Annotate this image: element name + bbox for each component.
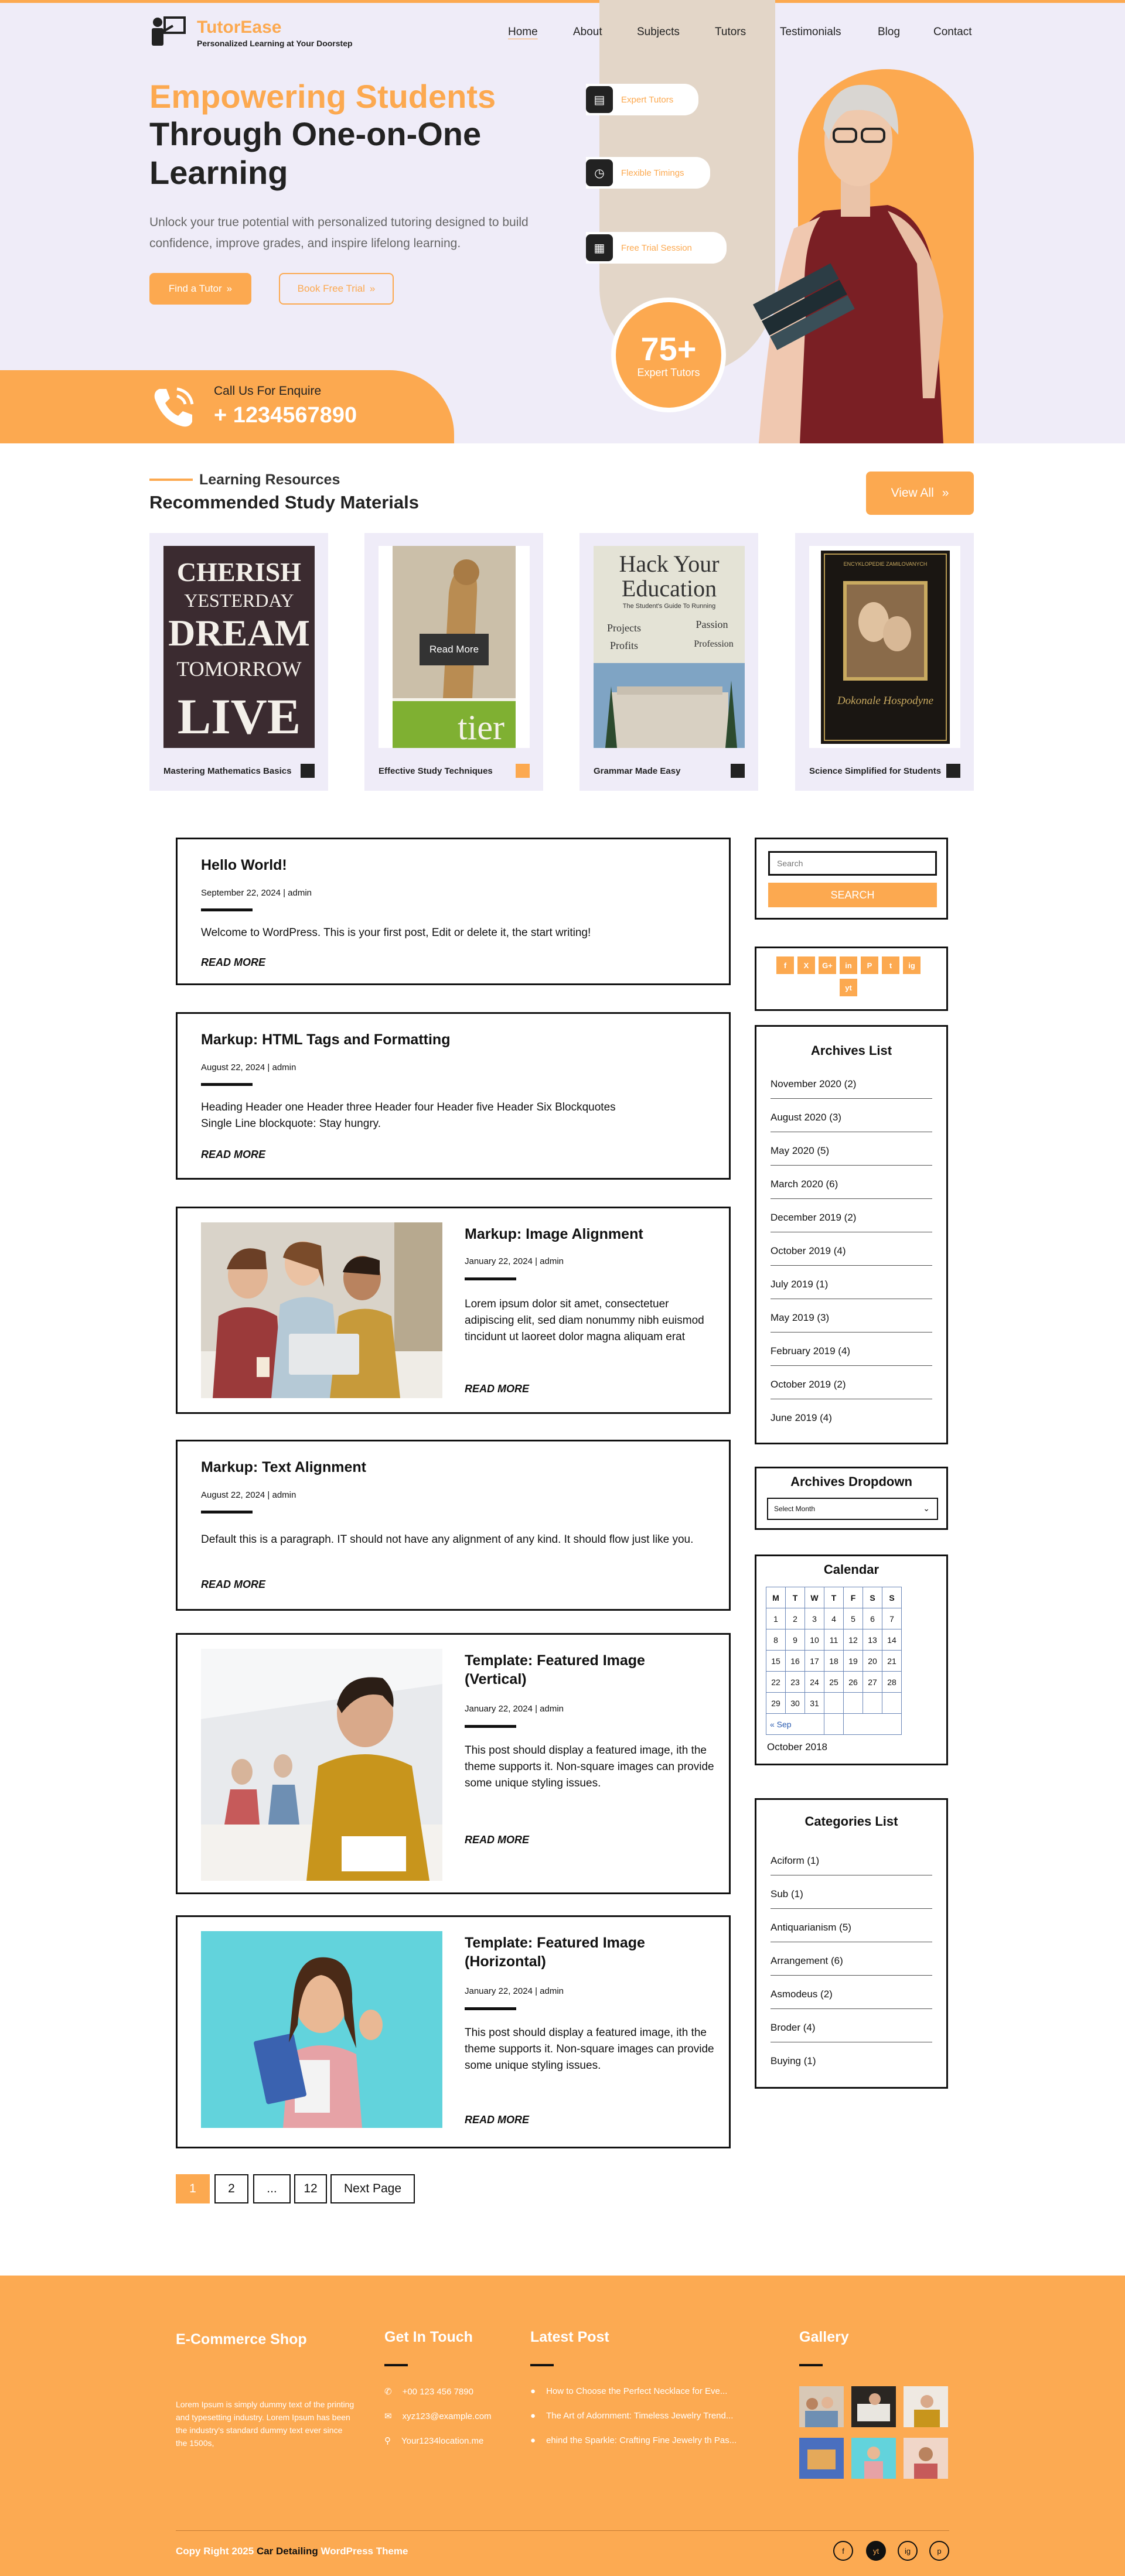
read-more-link[interactable]: READ MORE bbox=[465, 1383, 530, 1395]
read-more-link[interactable]: READ MORE bbox=[201, 956, 266, 968]
read-more-link[interactable]: READ MORE bbox=[201, 1579, 266, 1590]
post-meta: January 22, 2024 | admin bbox=[465, 1704, 564, 1714]
pagination-next[interactable]: Next Page bbox=[330, 2174, 415, 2203]
bullet-icon: ● bbox=[530, 2386, 536, 2396]
calendar-weekday: W bbox=[805, 1587, 824, 1608]
bullet-icon: ● bbox=[530, 2435, 536, 2445]
book-cover-image bbox=[594, 546, 745, 748]
archive-link[interactable]: October 2019 (2) bbox=[771, 1379, 932, 1399]
girl-with-books-photo bbox=[201, 1931, 442, 2128]
card-title[interactable]: Effective Study Techniques bbox=[379, 766, 493, 776]
double-chevron-icon: » bbox=[369, 283, 376, 294]
calendar-day: 4 bbox=[824, 1608, 844, 1629]
gallery-thumb bbox=[904, 2386, 948, 2427]
calendar-day: 14 bbox=[882, 1629, 902, 1651]
phone-icon: ✆ bbox=[384, 2387, 392, 2397]
post-meta: January 22, 2024 | admin bbox=[465, 1256, 564, 1266]
cover-text: Passion bbox=[696, 619, 728, 630]
mail-icon: ✉ bbox=[384, 2411, 392, 2421]
calendar-weekday: F bbox=[844, 1587, 863, 1608]
nav-testimonials[interactable]: Testimonials bbox=[780, 26, 841, 38]
post-excerpt: Lorem ipsum dolor sit amet, consectetuer adipiscing elit, sed diam nonummy nibh euismod tincidunt ut laoreet dolor magna aliquam erat bbox=[465, 1298, 704, 1343]
feature-expert-tutors bbox=[586, 84, 698, 115]
footer-divider bbox=[384, 2364, 408, 2366]
category-link[interactable]: Antiquarianism (5) bbox=[771, 1922, 932, 1942]
calendar-day bbox=[844, 1693, 863, 1714]
footer-location-text: Your1234location.me bbox=[401, 2435, 484, 2446]
calendar-day: 26 bbox=[844, 1672, 863, 1693]
double-chevron-icon: » bbox=[226, 283, 233, 294]
post-excerpt: This post should display a featured image, ith the theme supports it. Non-square images can provide some unique styling issues. bbox=[465, 2027, 714, 2072]
calendar-table bbox=[766, 1587, 902, 1735]
post-divider bbox=[465, 1277, 516, 1280]
calendar-day: 19 bbox=[844, 1651, 863, 1672]
card-title[interactable]: Mastering Mathematics Basics bbox=[163, 766, 292, 776]
students-laptop-photo bbox=[201, 1222, 442, 1398]
post-title[interactable]: Template: Featured Image (Vertical) bbox=[465, 1652, 645, 1687]
double-chevron-icon: » bbox=[942, 486, 949, 500]
footer-facebook-icon[interactable]: f bbox=[833, 2541, 853, 2561]
archive-link[interactable]: December 2019 (2) bbox=[771, 1212, 932, 1232]
book-cover-image bbox=[379, 546, 530, 748]
footer-phone-text: +00 123 456 7890 bbox=[402, 2386, 473, 2397]
blog-post bbox=[176, 1207, 731, 1414]
google-plus-icon[interactable]: G+ bbox=[819, 956, 836, 974]
site-footer bbox=[0, 2276, 1125, 2576]
card-square-icon bbox=[516, 764, 530, 778]
youtube-icon[interactable]: yt bbox=[840, 979, 857, 996]
pagination-page-current[interactable]: 1 bbox=[176, 2174, 210, 2203]
calendar-weekday: T bbox=[786, 1587, 805, 1608]
calendar-day: 30 bbox=[786, 1693, 805, 1714]
card-title[interactable]: Grammar Made Easy bbox=[594, 766, 681, 776]
footer-contact-title: Get In Touch bbox=[384, 2329, 473, 2345]
calendar-day: 12 bbox=[844, 1629, 863, 1651]
cover-text: Projects bbox=[607, 622, 641, 634]
hero-heading-line3: Learning bbox=[149, 154, 288, 191]
calendar-day: 10 bbox=[805, 1629, 824, 1651]
calendar-empty bbox=[844, 1714, 902, 1735]
book-trial-label: Book Free Trial bbox=[297, 283, 365, 294]
hero-section bbox=[0, 0, 1125, 443]
archive-link[interactable]: February 2019 (4) bbox=[771, 1345, 932, 1366]
calendar-day: 29 bbox=[766, 1693, 786, 1714]
card-square-icon bbox=[946, 764, 960, 778]
footer-latest-post[interactable] bbox=[530, 2386, 727, 2396]
gallery-thumb bbox=[851, 2386, 896, 2427]
calendar-day: 23 bbox=[786, 1672, 805, 1693]
calendar-day: 7 bbox=[882, 1608, 902, 1629]
footer-location[interactable] bbox=[384, 2435, 483, 2446]
post-excerpt: This post should display a featured image, ith the theme supports it. Non-square images can provide some unique styling issues. bbox=[465, 1744, 714, 1789]
footer-latest-title: Latest Post bbox=[530, 2329, 609, 2345]
stat-label: Expert Tutors bbox=[637, 366, 700, 378]
call-label: Call Us For Enquire bbox=[214, 384, 322, 398]
copyright-link[interactable]: Car Detailing bbox=[256, 2546, 318, 2557]
blog-post bbox=[176, 1440, 731, 1611]
location-pin-icon: ⚲ bbox=[384, 2436, 391, 2446]
calendar-title: Calendar bbox=[823, 1562, 879, 1577]
cover-text: DREAM bbox=[168, 612, 310, 654]
feature-free-trial bbox=[586, 232, 727, 264]
copyright-prefix: Copy Right 2025 bbox=[176, 2546, 254, 2557]
post-title[interactable]: Markup: Text Alignment bbox=[201, 1459, 366, 1475]
category-link[interactable]: Buying (1) bbox=[771, 2055, 816, 2066]
call-number[interactable]: + 1234567890 bbox=[214, 403, 357, 428]
read-more-button[interactable]: Read More bbox=[420, 634, 489, 665]
footer-instagram-icon[interactable]: ig bbox=[898, 2541, 918, 2561]
archives-title: Archives List bbox=[810, 1043, 892, 1058]
hero-heading-accent: Empowering Students bbox=[149, 78, 496, 115]
social-widget bbox=[755, 947, 948, 1011]
bullet-icon: ● bbox=[530, 2411, 536, 2421]
gallery-image[interactable] bbox=[904, 2386, 948, 2427]
calendar-day: 27 bbox=[863, 1672, 882, 1693]
calendar-day: 11 bbox=[824, 1629, 844, 1651]
cover-text: tier bbox=[458, 708, 504, 747]
footer-gallery-title: Gallery bbox=[799, 2329, 849, 2345]
archive-link[interactable]: May 2020 (5) bbox=[771, 1145, 932, 1166]
post-meta: September 22, 2024 | admin bbox=[201, 888, 312, 898]
post-divider bbox=[201, 1083, 253, 1086]
calendar-day bbox=[824, 1693, 844, 1714]
calendar-widget bbox=[755, 1555, 948, 1765]
calendar-day: 31 bbox=[805, 1693, 824, 1714]
cover-text: Education bbox=[621, 575, 717, 602]
footer-about-text: Lorem Ipsum is simply dummy text of the printing and typesetting industry. Lorem Ipsum has been the industry's standard dummy text ever since the 1500s, bbox=[176, 2400, 354, 2448]
search-widget bbox=[755, 838, 948, 920]
calendar-icon: ▦ bbox=[586, 234, 613, 261]
hero-heading-line2: Through One-on-One bbox=[149, 115, 482, 152]
nav-home[interactable]: Home bbox=[508, 26, 538, 38]
find-tutor-button[interactable] bbox=[149, 273, 251, 305]
calendar-caption: October 2018 bbox=[767, 1741, 828, 1752]
card-square-icon bbox=[731, 764, 745, 778]
chevron-down-icon: ⌄ bbox=[923, 1504, 930, 1513]
calendar-day: 28 bbox=[882, 1672, 902, 1693]
archives-dropdown-title: Archives Dropdown bbox=[790, 1474, 912, 1489]
calendar-day: 15 bbox=[766, 1651, 786, 1672]
pagination-ellipsis: ... bbox=[253, 2174, 291, 2203]
tutor-logo-icon[interactable] bbox=[149, 15, 187, 49]
post-excerpt: Heading Header one Header three Header four Header five Header Six Blockquotes Single Line blockquote: Stay hungry. bbox=[201, 1101, 616, 1130]
calendar-day: 8 bbox=[766, 1629, 786, 1651]
categories-title: Categories List bbox=[804, 1814, 898, 1829]
cover-text: Hack Your bbox=[619, 551, 720, 577]
post-title[interactable]: Hello World! bbox=[201, 857, 287, 873]
calendar-day: 1 bbox=[766, 1608, 786, 1629]
calendar-day: 21 bbox=[882, 1651, 902, 1672]
stat-badge bbox=[611, 298, 726, 412]
post-excerpt: Default this is a paragraph. IT should not have any alignment of any kind. It should flow just like you. bbox=[201, 1533, 694, 1546]
read-more-link[interactable]: READ MORE bbox=[465, 2114, 530, 2126]
nav-tutors[interactable]: Tutors bbox=[715, 26, 746, 38]
categories-widget bbox=[755, 1798, 948, 2089]
teacher-photo bbox=[712, 70, 976, 443]
footer-divider bbox=[530, 2364, 554, 2366]
post-featured-image[interactable] bbox=[201, 1649, 442, 1881]
gallery-thumb bbox=[799, 2438, 844, 2479]
book-cover-image bbox=[809, 546, 960, 748]
calendar-day: 2 bbox=[786, 1608, 805, 1629]
gallery-thumb bbox=[799, 2386, 844, 2427]
resource-card[interactable] bbox=[364, 533, 543, 791]
search-input[interactable] bbox=[768, 851, 937, 876]
pinterest-icon[interactable]: P bbox=[861, 956, 878, 974]
footer-divider-line bbox=[176, 2530, 949, 2531]
calendar-weekday: T bbox=[824, 1587, 844, 1608]
post-meta: August 22, 2024 | admin bbox=[201, 1062, 296, 1072]
gallery-thumb bbox=[851, 2438, 896, 2479]
calendar-day: 5 bbox=[844, 1608, 863, 1629]
archive-link[interactable]: October 2019 (4) bbox=[771, 1245, 932, 1266]
resource-card[interactable] bbox=[795, 533, 974, 791]
footer-divider bbox=[799, 2364, 823, 2366]
feature-label: Flexible Timings bbox=[621, 168, 684, 178]
footer-pinterest-icon[interactable]: p bbox=[929, 2541, 949, 2561]
post-title[interactable]: Markup: Image Alignment bbox=[465, 1226, 643, 1242]
post-title[interactable]: Template: Featured Image (Horizontal) bbox=[465, 1935, 645, 1970]
cover-text: YESTERDAY bbox=[184, 590, 294, 611]
stat-number: 75+ bbox=[640, 330, 697, 367]
calendar-weekday: S bbox=[863, 1587, 882, 1608]
view-all-label: View All bbox=[891, 486, 934, 500]
archive-link[interactable]: June 2019 (4) bbox=[771, 1412, 832, 1423]
hero-description: Unlock your true potential with personalized tutoring designed to build confidence, improve grades, and inspire lifelong learning. bbox=[149, 216, 529, 250]
blog-post bbox=[176, 838, 731, 985]
calendar-day bbox=[882, 1693, 902, 1714]
post-title[interactable]: Markup: HTML Tags and Formatting bbox=[201, 1031, 451, 1048]
calendar-day: 13 bbox=[863, 1629, 882, 1651]
archives-widget bbox=[755, 1025, 948, 1444]
cover-art bbox=[594, 546, 745, 748]
calendar-day bbox=[863, 1693, 882, 1714]
calendar-day: 18 bbox=[824, 1651, 844, 1672]
brand-tagline: Personalized Learning at Your Doorstep bbox=[197, 39, 353, 48]
section-title: Recommended Study Materials bbox=[149, 492, 419, 513]
nav-about[interactable]: About bbox=[573, 26, 602, 38]
month-select[interactable] bbox=[767, 1498, 938, 1520]
category-link[interactable]: Aciform (1) bbox=[771, 1855, 932, 1875]
book-trial-button[interactable] bbox=[279, 273, 394, 305]
phone-call-icon[interactable] bbox=[146, 381, 199, 433]
calendar-empty bbox=[824, 1714, 844, 1735]
gallery-image[interactable] bbox=[851, 2438, 896, 2479]
clock-icon: ◷ bbox=[586, 159, 613, 186]
card-title[interactable]: Science Simplified for Students bbox=[809, 766, 942, 776]
cover-text: LIVE bbox=[177, 688, 301, 744]
nav-contact[interactable]: Contact bbox=[933, 26, 972, 38]
calendar-day: 3 bbox=[805, 1608, 824, 1629]
archive-link[interactable]: July 2019 (1) bbox=[771, 1279, 932, 1299]
calendar-day: 6 bbox=[863, 1608, 882, 1629]
calendar-prev-link[interactable]: « Sep bbox=[766, 1714, 824, 1735]
footer-latest-post[interactable] bbox=[530, 2435, 737, 2445]
blog-post bbox=[176, 1633, 731, 1894]
card-square-icon bbox=[301, 764, 315, 778]
id-card-icon: ▤ bbox=[586, 86, 613, 113]
category-link[interactable]: Asmodeus (2) bbox=[771, 1989, 932, 2009]
archive-link[interactable]: August 2020 (3) bbox=[771, 1112, 932, 1132]
footer-email[interactable] bbox=[384, 2411, 492, 2421]
blog-post bbox=[176, 1012, 731, 1180]
calendar-weekday: S bbox=[882, 1587, 902, 1608]
tumblr-icon[interactable]: t bbox=[882, 956, 899, 974]
calendar-day: 9 bbox=[786, 1629, 805, 1651]
feature-label: Free Trial Session bbox=[621, 242, 692, 253]
cover-art bbox=[809, 546, 960, 748]
feature-label: Expert Tutors bbox=[621, 94, 674, 105]
post-featured-image[interactable] bbox=[201, 1222, 442, 1398]
gallery-image[interactable] bbox=[851, 2386, 896, 2427]
gallery-image[interactable] bbox=[799, 2438, 844, 2479]
footer-latest-post[interactable] bbox=[530, 2411, 733, 2421]
cover-text: Profits bbox=[609, 640, 639, 651]
calendar-day: 20 bbox=[863, 1651, 882, 1672]
footer-latest-post-text: How to Choose the Perfect Necklace for Eve... bbox=[546, 2386, 728, 2396]
read-more-link[interactable]: READ MORE bbox=[465, 1834, 530, 1846]
nav-subjects[interactable]: Subjects bbox=[637, 26, 680, 38]
cover-text: CHERISH bbox=[176, 557, 302, 587]
read-more-link[interactable]: READ MORE bbox=[201, 1149, 266, 1160]
calendar-day: 16 bbox=[786, 1651, 805, 1672]
archive-link[interactable]: March 2020 (6) bbox=[771, 1178, 932, 1199]
cover-text: The Student's Guide To Running bbox=[622, 603, 716, 610]
pagination-page[interactable]: 2 bbox=[214, 2174, 248, 2203]
archives-dropdown-widget bbox=[755, 1467, 948, 1530]
gallery-image[interactable] bbox=[904, 2438, 948, 2479]
gallery-thumb bbox=[904, 2438, 948, 2479]
instagram-icon[interactable]: ig bbox=[903, 956, 921, 974]
category-link[interactable]: Sub (1) bbox=[771, 1888, 932, 1909]
calendar-day: 24 bbox=[805, 1672, 824, 1693]
calendar-weekday: M bbox=[766, 1587, 786, 1608]
footer-phone[interactable] bbox=[384, 2386, 473, 2397]
copyright bbox=[176, 2546, 408, 2557]
post-meta: January 22, 2024 | admin bbox=[465, 1986, 564, 1996]
feature-flexible-timings bbox=[586, 157, 710, 189]
footer-email-text: xyz123@example.com bbox=[402, 2411, 492, 2421]
blog-post bbox=[176, 1915, 731, 2148]
calendar-day: 25 bbox=[824, 1672, 844, 1693]
month-select-value: Select Month bbox=[774, 1505, 816, 1513]
post-divider bbox=[465, 1725, 516, 1728]
footer-brand: E-Commerce Shop bbox=[176, 2331, 307, 2348]
facebook-icon[interactable]: f bbox=[776, 956, 794, 974]
cover-art bbox=[163, 546, 315, 748]
cover-text: Dokonale Hospodyne bbox=[837, 695, 934, 707]
calendar-day: 17 bbox=[805, 1651, 824, 1672]
linkedin-icon[interactable]: in bbox=[840, 956, 857, 974]
top-accent-line bbox=[0, 0, 1125, 3]
find-tutor-label: Find a Tutor bbox=[168, 283, 222, 294]
cover-text: TOMORROW bbox=[176, 657, 302, 681]
footer-latest-post-text: ehind the Sparkle: Crafting Fine Jewelry th Pas... bbox=[546, 2435, 737, 2445]
footer-youtube-icon[interactable]: yt bbox=[866, 2541, 886, 2561]
post-featured-image[interactable] bbox=[201, 1931, 442, 2128]
footer-latest-post-text: The Art of Adornment: Timeless Jewelry Trend... bbox=[546, 2411, 734, 2421]
gallery-image[interactable] bbox=[799, 2386, 844, 2427]
search-button[interactable]: SEARCH bbox=[768, 883, 937, 907]
cover-text: Profession bbox=[694, 639, 734, 649]
section-kicker: Learning Resources bbox=[199, 472, 340, 488]
student-studying-photo bbox=[201, 1649, 442, 1881]
post-divider bbox=[201, 908, 253, 911]
pagination-page[interactable]: 12 bbox=[294, 2174, 327, 2203]
category-link[interactable]: Arrangement (6) bbox=[771, 1955, 932, 1976]
section-accent-line bbox=[149, 479, 193, 481]
x-twitter-icon[interactable]: X bbox=[797, 956, 815, 974]
post-meta: August 22, 2024 | admin bbox=[201, 1490, 296, 1500]
book-cover-image bbox=[163, 546, 315, 748]
category-link[interactable]: Broder (4) bbox=[771, 2022, 932, 2042]
view-all-button[interactable] bbox=[866, 472, 974, 515]
post-divider bbox=[201, 1511, 253, 1514]
cover-text: ENCYKLOPEDIE ZAMILOVANYCH bbox=[843, 561, 928, 567]
resource-card[interactable] bbox=[149, 533, 328, 791]
copyright-suffix: WordPress Theme bbox=[321, 2546, 408, 2557]
resource-card[interactable] bbox=[579, 533, 758, 791]
nav-blog[interactable]: Blog bbox=[878, 26, 901, 38]
brand-name[interactable]: TutorEase bbox=[197, 18, 282, 37]
calendar-day: 22 bbox=[766, 1672, 786, 1693]
post-excerpt: Welcome to WordPress. This is your first post, Edit or delete it, the start writing! bbox=[201, 927, 591, 939]
archive-link[interactable]: November 2020 (2) bbox=[771, 1078, 932, 1099]
post-divider bbox=[465, 2007, 516, 2010]
archive-link[interactable]: May 2019 (3) bbox=[771, 1312, 932, 1333]
